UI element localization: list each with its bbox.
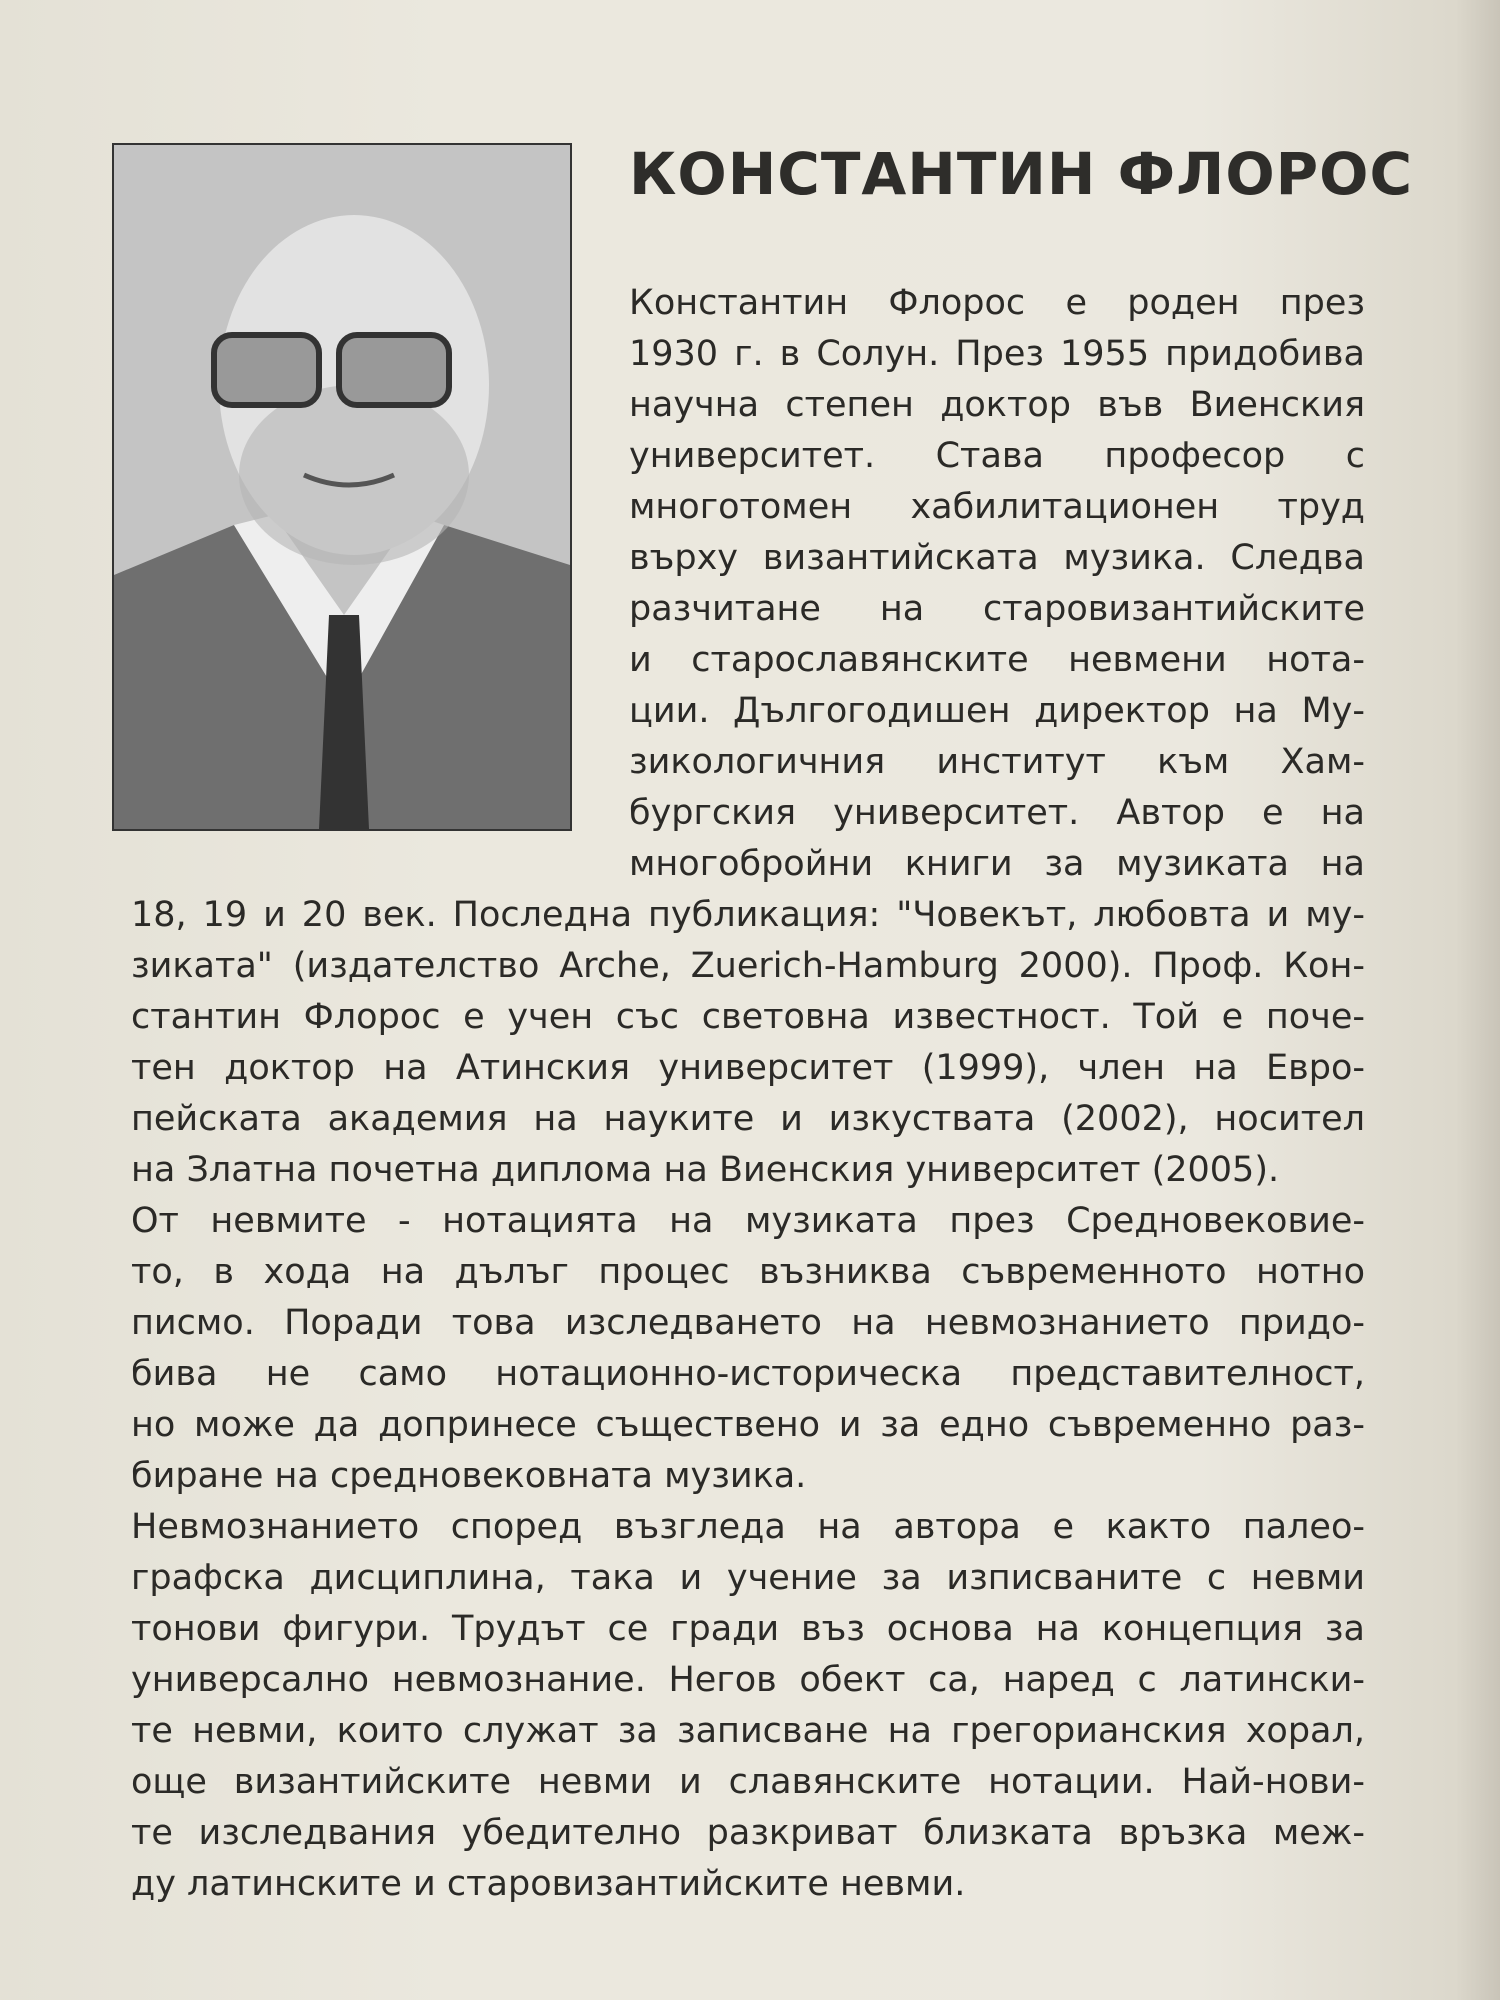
text-line: многотомен хабилитационен труд [629, 487, 1365, 527]
author-portrait [112, 143, 572, 831]
glasses-right [339, 335, 449, 405]
text-line: Константин Флорос е роден през [629, 283, 1365, 323]
author-name-heading: КОНСТАНТИН ФЛОРОС [629, 140, 1414, 208]
text-line: и старославянските невмени нота- [629, 640, 1365, 680]
text-line: университет. Става професор с [629, 436, 1365, 476]
text-line: 18, 19 и 20 век. Последна публикация: "Човекът, любовта и му- [131, 895, 1365, 935]
text-line: пейската академия на науките и изкуствата (2002), носител [131, 1099, 1365, 1139]
portrait-image [114, 145, 570, 829]
text-line: биране на средновековната музика. [131, 1456, 807, 1496]
text-line: Невмознанието според възгледа на автора е както палео- [131, 1507, 1365, 1547]
text-line: зиката" (издателство Arche, Zuerich-Hamburg 2000). Проф. Кон- [131, 946, 1365, 986]
text-line: тен доктор на Атинския университет (1999), член на Евро- [131, 1048, 1365, 1088]
text-line: 1930 г. в Солун. През 1955 придобива [629, 334, 1365, 374]
text-line: те изследвания убедително разкриват близката връзка меж- [131, 1813, 1365, 1853]
text-line: многобройни книги за музиката на [629, 844, 1365, 884]
text-line: още византийските невми и славянските нотации. Най-нови- [131, 1762, 1365, 1802]
glasses-left [214, 335, 319, 405]
text-line: стантин Флорос е учен със световна известност. Той е поче- [131, 997, 1365, 1037]
text-line: ции. Дългогодишен директор на Му- [629, 691, 1365, 731]
text-line: разчитане на старовизантийските [629, 589, 1365, 629]
text-line: те невми, които служат за записване на грегорианския хорал, [131, 1711, 1365, 1751]
text-line: научна степен доктор във Виенския [629, 385, 1365, 425]
text-line: но може да допринесе съществено и за едно съвременно раз- [131, 1405, 1365, 1445]
text-line: ду латинските и старовизантийските невми. [131, 1864, 966, 1904]
text-line: графска дисциплина, така и учение за изписваните с невми [131, 1558, 1365, 1598]
text-line: тонови фигури. Трудът се гради въз основа на концепция за [131, 1609, 1365, 1649]
text-line: универсално невмознание. Негов обект са, наред с латински- [131, 1660, 1365, 1700]
text-line: то, в хода на дълъг процес възниква съвременното нотно [131, 1252, 1365, 1292]
text-line: писмо. Поради това изследването на невмознанието придо- [131, 1303, 1365, 1343]
text-line: От невмите - нотацията на музиката през Средновековие- [131, 1201, 1365, 1241]
text-line: на Златна почетна диплома на Виенския университет (2005). [131, 1150, 1280, 1190]
text-line: бургския университет. Автор е на [629, 793, 1365, 833]
text-line: върху византийската музика. Следва [629, 538, 1365, 578]
text-line: бива не само нотационно-историческа представителност, [131, 1354, 1365, 1394]
text-line: зикологичния институт към Хам- [629, 742, 1365, 782]
